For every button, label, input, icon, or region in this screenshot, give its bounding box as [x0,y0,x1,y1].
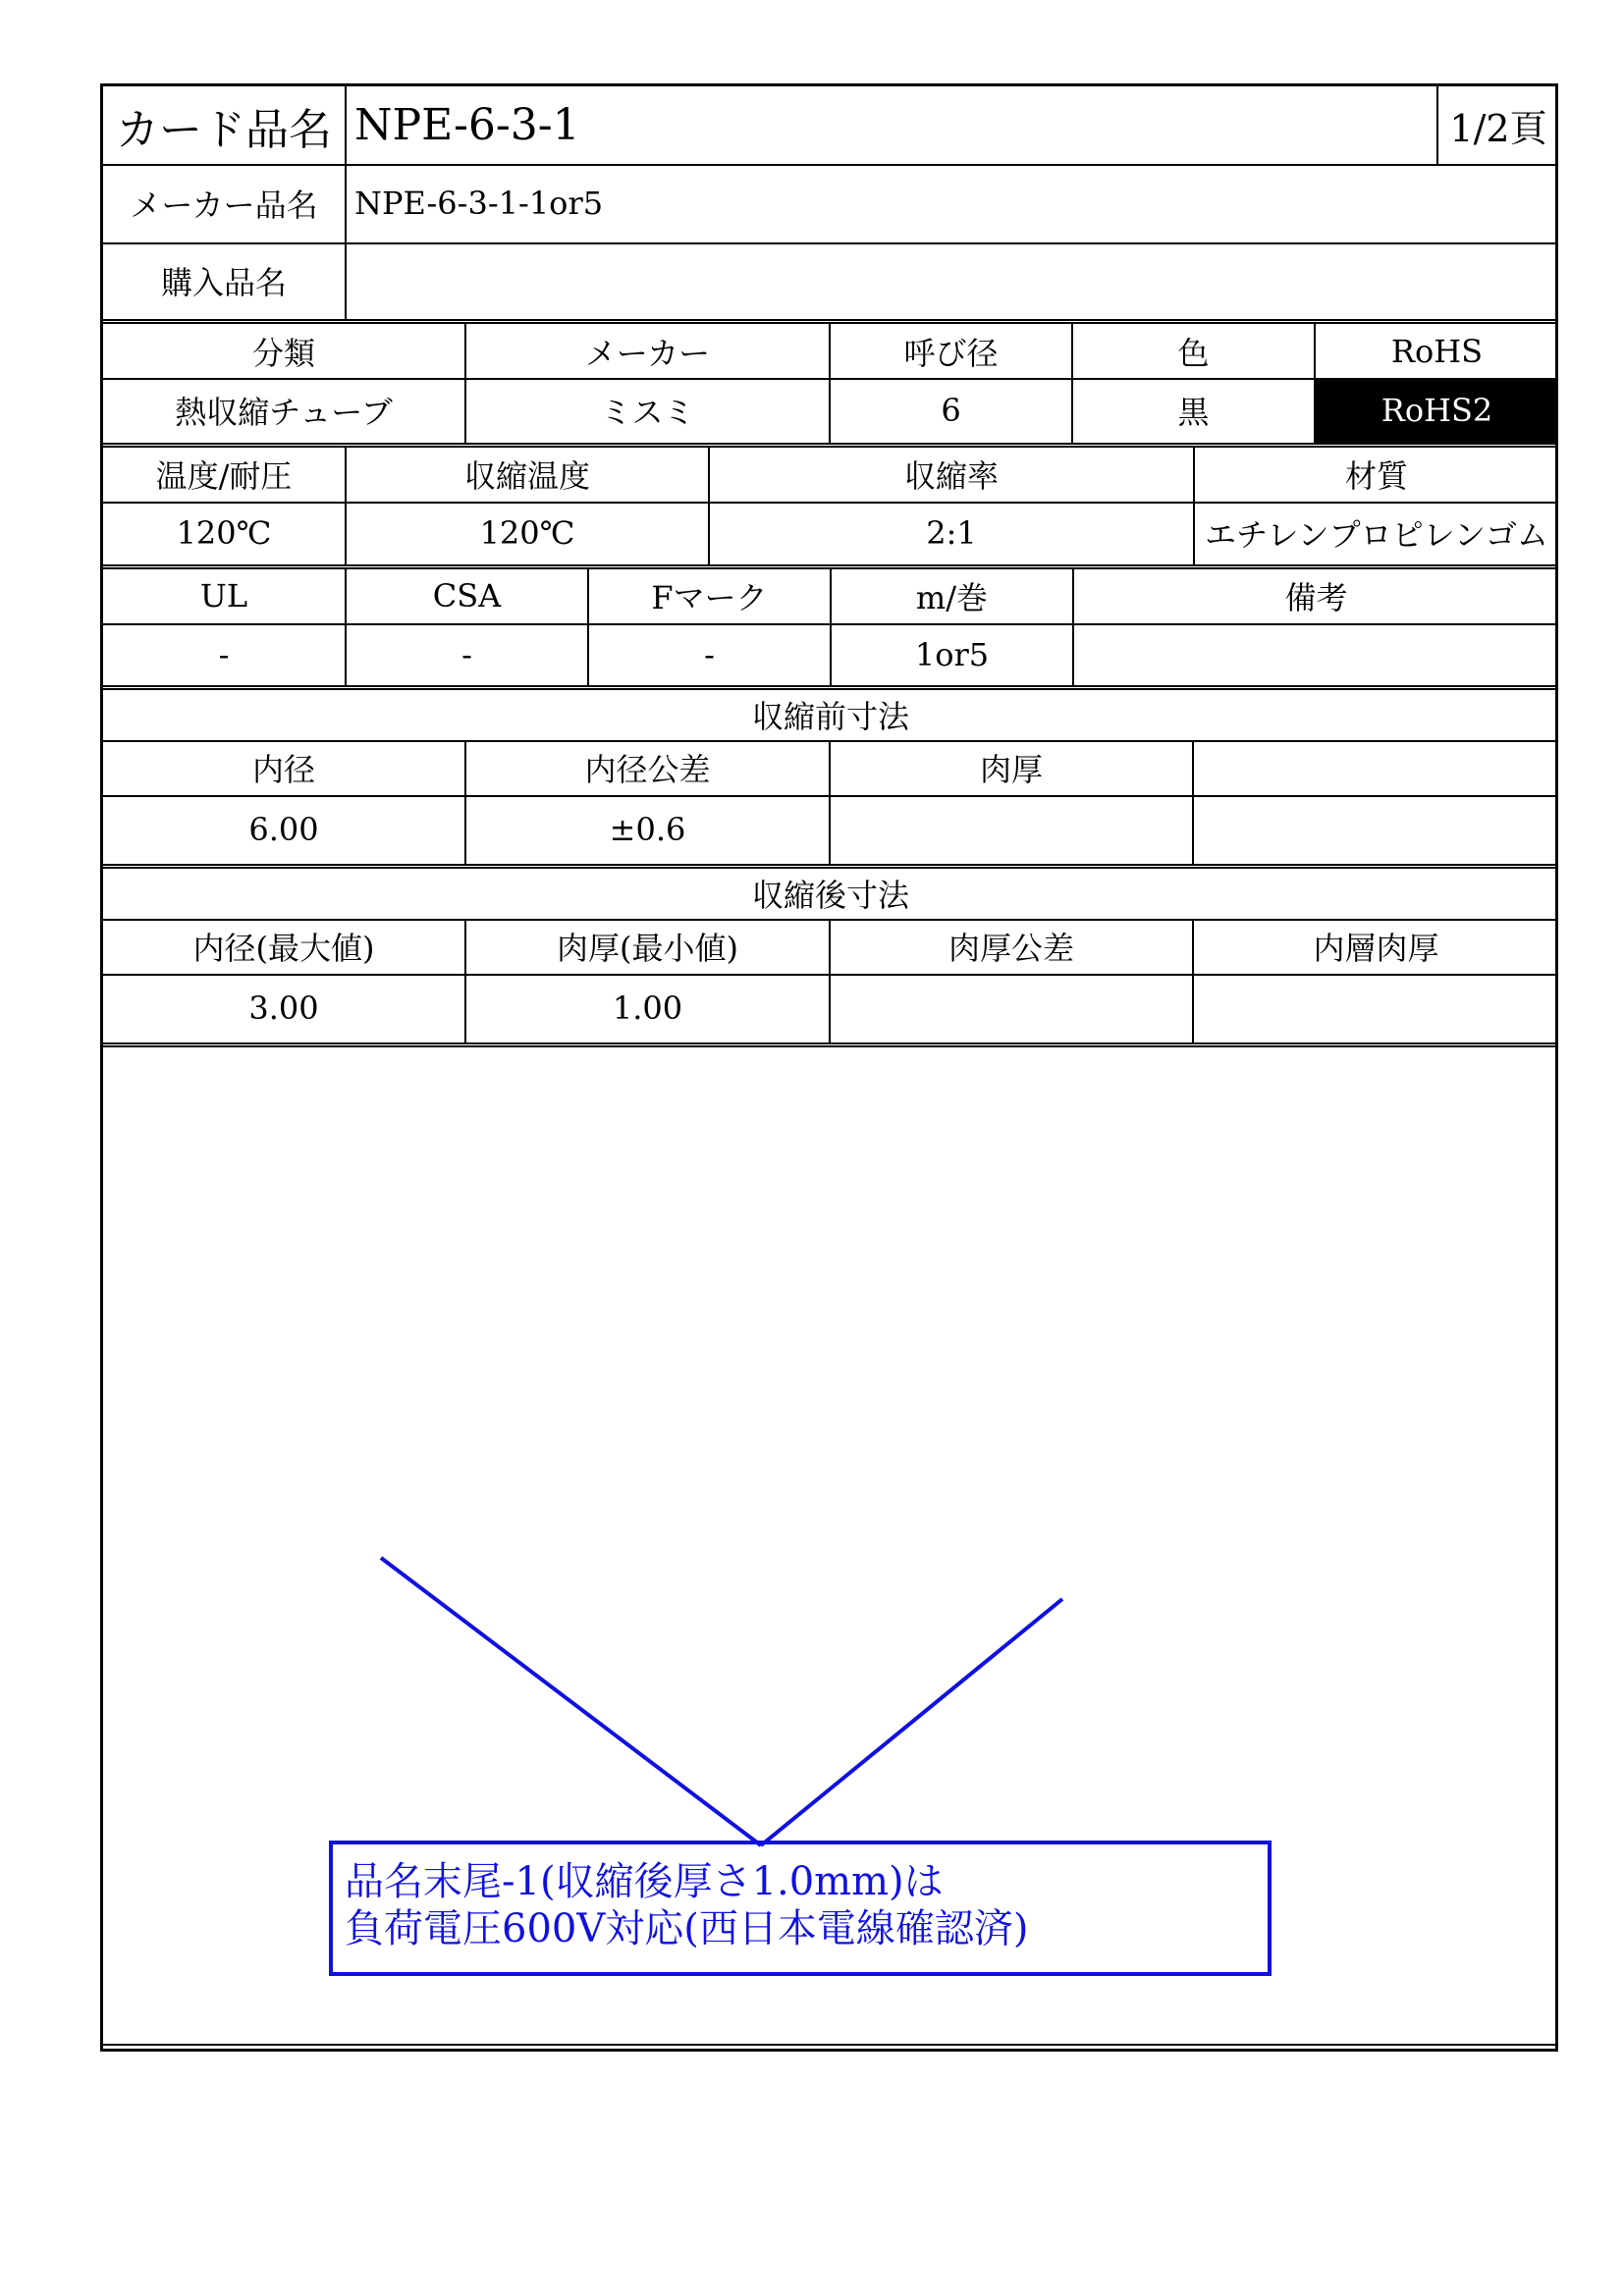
shrink-ratio-header: 収縮率 [710,446,1195,502]
maker-header: メーカー [466,324,831,378]
meters-per-roll-value: 1or5 [832,623,1074,685]
before-shrink-title: 収縮前寸法 [751,697,909,735]
callout-note [329,1841,1272,1976]
ul-value: - [103,623,347,685]
maker-value: ミスミ [466,378,831,443]
color-value: 黒 [1073,378,1316,443]
callout-line-left [381,1558,761,1845]
rohs-value: RoHS2 [1316,378,1558,443]
nominal-diameter-value: 6 [831,378,1073,443]
wall-thickness-header: 肉厚 [831,740,1194,795]
shrink-temp-header: 収縮温度 [347,446,710,502]
meters-per-roll-header: m/巻 [832,567,1074,623]
card-name-value: NPE-6-3-1 [347,86,1438,164]
page-number: 1/2頁 [1449,107,1547,150]
wall-thickness-tolerance-header: 肉厚公差 [831,919,1194,974]
category-header: 分類 [103,324,466,378]
color-header: 色 [1073,324,1316,378]
inner-layer-thickness-header: 内層肉厚 [1313,930,1439,967]
inner-diameter-header: 内径 [103,740,466,795]
callout-note-line1: 品名末尾-1(収縮後厚さ1.0mm)は [345,1859,944,1904]
csa-header: CSA [347,567,589,623]
temp-pressure-value: 120℃ [103,502,347,564]
f-mark-value: - [589,623,832,685]
category-value: 熱収縮チューブ [103,378,466,443]
inner-diameter-tolerance-value: ±0.6 [466,795,831,864]
callout-line-right [761,1599,1062,1845]
purchase-name-label: 購入品名 [103,242,347,319]
temp-pressure-header: 温度/耐圧 [103,446,347,502]
inner-diameter-max-value: 3.00 [103,974,466,1042]
material-header: 材質 [1344,456,1408,495]
inner-diameter-tolerance-header: 内径公差 [466,740,831,795]
ul-header: UL [103,567,347,623]
nominal-diameter-header: 呼び径 [831,324,1073,378]
shrink-ratio-value: 2:1 [710,502,1195,564]
card-name-label: カード品名 [103,86,347,164]
material-value: エチレンプロピレンゴム [1205,516,1548,554]
maker-name-label: メーカー品名 [103,164,347,242]
inner-diameter-value: 6.00 [103,795,466,864]
after-shrink-title: 収縮後寸法 [751,876,909,914]
remarks-header: 備考 [1284,578,1348,616]
wall-thickness-min-value: 1.00 [466,974,831,1042]
f-mark-header: Fマーク [589,567,832,623]
rohs-header: RoHS [1390,332,1484,370]
inner-diameter-max-header: 内径(最大値) [103,919,466,974]
csa-value: - [347,623,589,685]
wall-thickness-min-header: 肉厚(最小値) [466,919,831,974]
maker-name-value: NPE-6-3-1-1or5 [354,185,604,222]
shrink-temp-value: 120℃ [347,502,710,564]
callout-note-line2: 負荷電圧600V対応(西日本電線確認済) [345,1906,1029,1951]
